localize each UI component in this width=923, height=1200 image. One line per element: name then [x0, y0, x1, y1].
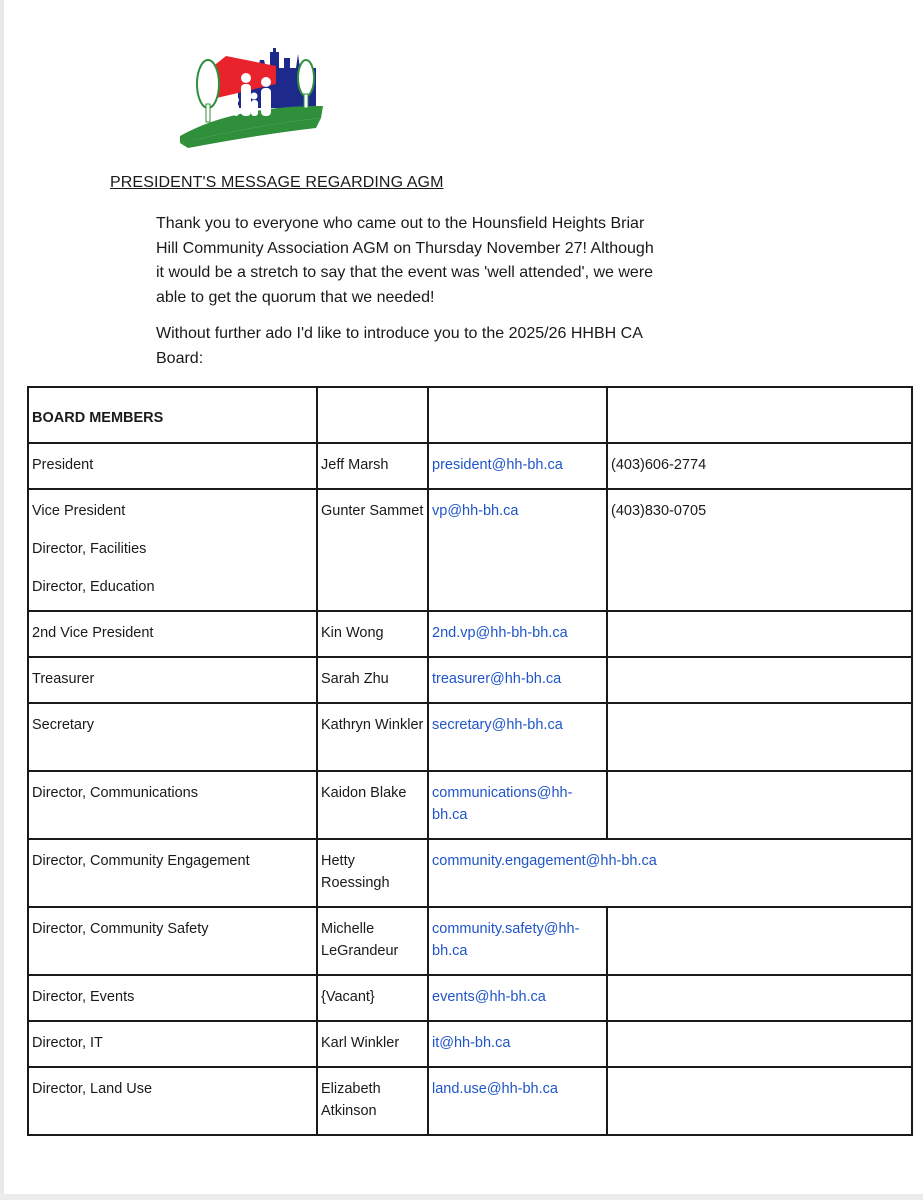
- position-title: Secretary: [32, 716, 95, 733]
- position-cell: [28, 657, 317, 703]
- phone-number: [607, 771, 912, 839]
- table-row: [28, 611, 912, 657]
- email-link[interactable]: community.safety@hh-bh.ca: [428, 907, 607, 975]
- position-title: Director, Land Use: [32, 1080, 153, 1097]
- phone-number: [607, 657, 912, 703]
- position-cell: [28, 907, 317, 975]
- member-name: Jeff Marsh: [317, 443, 428, 489]
- member-name: Sarah Zhu: [317, 657, 428, 703]
- member-name: Kathryn Winkler: [317, 703, 428, 771]
- table-row: [28, 1021, 912, 1067]
- page-edge: [0, 1194, 923, 1200]
- position-title: 2nd Vice President: [32, 624, 154, 641]
- position-cell: [28, 611, 317, 657]
- phone-number: [607, 703, 912, 771]
- member-name: Michelle LeGrandeur: [317, 907, 428, 975]
- position-title: Vice President: [32, 502, 126, 519]
- email-link[interactable]: community.engagement@hh-bh.ca: [428, 839, 912, 907]
- table-row: [28, 839, 912, 907]
- position-cell: [28, 443, 317, 489]
- member-name: Gunter Sammet: [317, 489, 428, 611]
- position-title: Treasurer: [32, 670, 95, 687]
- phone-number: [607, 907, 912, 975]
- board-members-table: [27, 386, 913, 1136]
- community-association-logo: [178, 44, 328, 152]
- position-cell: [28, 489, 317, 611]
- email-link[interactable]: treasurer@hh-bh.ca: [428, 657, 607, 703]
- table-row: [28, 771, 912, 839]
- phone-number: (403)830-0705: [607, 489, 912, 611]
- table-row: [28, 443, 912, 489]
- position-cell: [28, 1021, 317, 1067]
- position-title: Director, IT: [32, 1034, 103, 1051]
- member-name: Elizabeth Atkinson: [317, 1067, 428, 1135]
- phone-number: [607, 1067, 912, 1135]
- phone-number: [607, 975, 912, 1021]
- table-header-row: [28, 387, 912, 443]
- email-link[interactable]: vp@hh-bh.ca: [428, 489, 607, 611]
- table-header: BOARD MEMBERS: [28, 387, 317, 443]
- table-row: [28, 1067, 912, 1135]
- intro-paragraph: Without further ado I'd like to introduce you to the 2025/26 HHBH CA Board:: [156, 325, 642, 367]
- table-header-cell: [317, 387, 428, 443]
- position-title: President: [32, 456, 94, 473]
- table-row: [28, 907, 912, 975]
- phone-number: (403)606-2774: [607, 443, 912, 489]
- member-name: Kaidon Blake: [317, 771, 428, 839]
- email-link[interactable]: land.use@hh-bh.ca: [428, 1067, 607, 1135]
- email-link[interactable]: it@hh-bh.ca: [428, 1021, 607, 1067]
- position-title: Director, Education: [32, 578, 155, 595]
- position-title: Director, Facilities: [32, 540, 147, 557]
- position-cell: [28, 839, 317, 907]
- phone-number: [607, 611, 912, 657]
- table-row: [28, 703, 912, 771]
- position-cell: [28, 1067, 317, 1135]
- member-name: Karl Winkler: [317, 1021, 428, 1067]
- position-title: Director, Events: [32, 988, 135, 1005]
- page-edge: [0, 0, 4, 1200]
- member-name: {Vacant}: [317, 975, 428, 1021]
- table-row: [28, 489, 912, 611]
- email-link[interactable]: president@hh-bh.ca: [428, 443, 607, 489]
- email-link[interactable]: 2nd.vp@hh-bh-bh.ca: [428, 611, 607, 657]
- position-cell: [28, 771, 317, 839]
- table-row: [28, 975, 912, 1021]
- member-name: Kin Wong: [317, 611, 428, 657]
- table-header-cell: [607, 387, 912, 443]
- position-title: Director, Communications: [32, 784, 198, 801]
- intro-paragraph: Thank you to everyone who came out to the Hounsfield Heights Briar Hill Community Association AGM on Thursday November 27! Although it would be a stretch to say that the event was 'well attended', we were able to get the quorum that we needed!: [156, 215, 654, 306]
- email-link[interactable]: secretary@hh-bh.ca: [428, 703, 607, 771]
- phone-number: [607, 1021, 912, 1067]
- position-title: Director, Community Safety: [32, 920, 209, 937]
- position-title: Director, Community Engagement: [32, 852, 250, 869]
- table-header-cell: [428, 387, 607, 443]
- email-link[interactable]: communications@hh-bh.ca: [428, 771, 607, 839]
- position-cell: [28, 975, 317, 1021]
- position-cell: [28, 703, 317, 771]
- page-title: PRESIDENT'S MESSAGE REGARDING AGM: [110, 174, 444, 191]
- table-row: [28, 657, 912, 703]
- member-name: Hetty Roessingh: [317, 839, 428, 907]
- email-link[interactable]: events@hh-bh.ca: [428, 975, 607, 1021]
